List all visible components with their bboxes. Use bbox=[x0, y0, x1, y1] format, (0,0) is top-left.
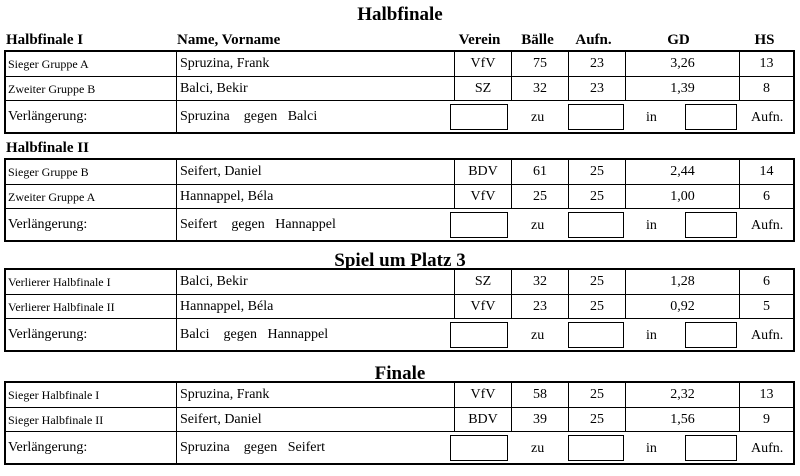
table-row bbox=[6, 184, 793, 209]
match-pairing: Balci gegen Hannappel bbox=[176, 319, 446, 351]
verein: BDV bbox=[454, 160, 511, 184]
row-label: Sieger Gruppe B bbox=[8, 164, 89, 179]
hs: 14 bbox=[739, 160, 793, 184]
baelle: 23 bbox=[511, 295, 568, 319]
baelle: 39 bbox=[511, 408, 568, 432]
player-name: Hannappel, Béla bbox=[176, 295, 454, 319]
baelle: 32 bbox=[511, 270, 568, 294]
hs: 5 bbox=[739, 295, 793, 319]
verlaengerung-label: Verlängerung: bbox=[8, 109, 88, 124]
in-label: in bbox=[646, 441, 657, 456]
verein: SZ bbox=[454, 77, 511, 101]
table-row bbox=[6, 270, 793, 294]
aufn-suffix: Aufn. bbox=[751, 328, 784, 343]
result-block bbox=[4, 381, 795, 465]
verein: VfV bbox=[454, 52, 511, 76]
aufn-suffix: Aufn. bbox=[751, 218, 784, 233]
row-label: Verlierer Halbfinale II bbox=[8, 299, 115, 314]
verlaengerung-row bbox=[6, 431, 793, 464]
aufnahmen: 25 bbox=[568, 270, 625, 294]
zu-label: zu bbox=[531, 441, 545, 456]
gd: 3,26 bbox=[625, 52, 739, 76]
baelle: 25 bbox=[511, 185, 568, 209]
gd: 2,44 bbox=[625, 160, 739, 184]
section-title-platz-3: Spiel um Platz 3 bbox=[334, 250, 466, 271]
aufnahmen: 25 bbox=[568, 185, 625, 209]
page-title: Halbfinale bbox=[357, 4, 443, 25]
aufnahmen: 23 bbox=[568, 77, 625, 101]
zu-label: zu bbox=[531, 110, 545, 125]
score-box-2[interactable] bbox=[568, 322, 624, 348]
verlaengerung-label: Verlängerung: bbox=[8, 217, 88, 232]
hs: 9 bbox=[739, 408, 793, 432]
table-row bbox=[6, 160, 793, 184]
header-name: Name, Vorname bbox=[177, 32, 281, 48]
verein: SZ bbox=[454, 270, 511, 294]
score-box-1[interactable] bbox=[450, 435, 508, 461]
row-label: Sieger Halbfinale I bbox=[8, 387, 100, 402]
aufn-suffix: Aufn. bbox=[751, 441, 784, 456]
baelle: 32 bbox=[511, 77, 568, 101]
hs: 13 bbox=[739, 383, 793, 407]
table-row bbox=[6, 76, 793, 101]
row-label: Zweiter Gruppe A bbox=[8, 189, 96, 204]
zu-label: zu bbox=[531, 218, 545, 233]
aufnahmen-box[interactable] bbox=[685, 212, 737, 238]
in-label: in bbox=[646, 218, 657, 233]
verein: VfV bbox=[454, 185, 511, 209]
header-baelle: Bälle bbox=[521, 32, 554, 48]
verlaengerung-row bbox=[6, 100, 793, 133]
aufnahmen-box[interactable] bbox=[685, 322, 737, 348]
match-pairing: Spruzina gegen Seifert bbox=[176, 432, 446, 464]
verlaengerung-row bbox=[6, 318, 793, 351]
table-row bbox=[6, 383, 793, 407]
row-label: Zweiter Gruppe B bbox=[8, 81, 96, 96]
hs: 6 bbox=[739, 270, 793, 294]
aufn-suffix: Aufn. bbox=[751, 110, 784, 125]
header-hs: HS bbox=[754, 32, 775, 48]
header-gd: GD bbox=[667, 32, 690, 48]
verein: VfV bbox=[454, 295, 511, 319]
player-name: Spruzina, Frank bbox=[176, 383, 454, 407]
player-name: Seifert, Daniel bbox=[176, 160, 454, 184]
header-aufn: Aufn. bbox=[575, 32, 612, 48]
zu-label: zu bbox=[531, 328, 545, 343]
verein: BDV bbox=[454, 408, 511, 432]
player-name: Seifert, Daniel bbox=[176, 408, 454, 432]
section-title-halbfinale-2: Halbfinale II bbox=[6, 140, 89, 156]
player-name: Balci, Bekir bbox=[176, 270, 454, 294]
result-block bbox=[4, 50, 795, 134]
aufnahmen: 25 bbox=[568, 160, 625, 184]
player-name: Hannappel, Béla bbox=[176, 185, 454, 209]
gd: 1,39 bbox=[625, 77, 739, 101]
match-pairing: Seifert gegen Hannappel bbox=[176, 209, 446, 241]
verlaengerung-row bbox=[6, 208, 793, 241]
verlaengerung-label: Verlängerung: bbox=[8, 440, 88, 455]
score-box-1[interactable] bbox=[450, 322, 508, 348]
score-box-2[interactable] bbox=[568, 212, 624, 238]
result-block bbox=[4, 268, 795, 352]
aufnahmen: 25 bbox=[568, 295, 625, 319]
section-title-finale: Finale bbox=[374, 363, 426, 384]
match-pairing: Spruzina gegen Balci bbox=[176, 101, 446, 133]
table-row bbox=[6, 294, 793, 319]
table-row bbox=[6, 52, 793, 76]
aufnahmen-box[interactable] bbox=[685, 435, 737, 461]
in-label: in bbox=[646, 328, 657, 343]
score-box-1[interactable] bbox=[450, 104, 508, 130]
gd: 0,92 bbox=[625, 295, 739, 319]
score-box-2[interactable] bbox=[568, 104, 624, 130]
row-label: Sieger Halbfinale II bbox=[8, 412, 104, 427]
aufnahmen-box[interactable] bbox=[685, 104, 737, 130]
score-box-2[interactable] bbox=[568, 435, 624, 461]
gd: 1,28 bbox=[625, 270, 739, 294]
hs: 8 bbox=[739, 77, 793, 101]
player-name: Spruzina, Frank bbox=[176, 52, 454, 76]
in-label: in bbox=[646, 110, 657, 125]
table-row bbox=[6, 407, 793, 432]
aufnahmen: 23 bbox=[568, 52, 625, 76]
baelle: 75 bbox=[511, 52, 568, 76]
row-label: Sieger Gruppe A bbox=[8, 56, 89, 71]
baelle: 61 bbox=[511, 160, 568, 184]
gd: 1,56 bbox=[625, 408, 739, 432]
aufnahmen: 25 bbox=[568, 408, 625, 432]
player-name: Balci, Bekir bbox=[176, 77, 454, 101]
gd: 2,32 bbox=[625, 383, 739, 407]
section-title-halbfinale-1: Halbfinale I bbox=[6, 32, 84, 48]
header-verein: Verein bbox=[458, 32, 501, 48]
gd: 1,00 bbox=[625, 185, 739, 209]
result-block bbox=[4, 158, 795, 242]
baelle: 58 bbox=[511, 383, 568, 407]
hs: 6 bbox=[739, 185, 793, 209]
verein: VfV bbox=[454, 383, 511, 407]
hs: 13 bbox=[739, 52, 793, 76]
row-label: Verlierer Halbfinale I bbox=[8, 274, 111, 289]
aufnahmen: 25 bbox=[568, 383, 625, 407]
score-box-1[interactable] bbox=[450, 212, 508, 238]
verlaengerung-label: Verlängerung: bbox=[8, 327, 88, 342]
